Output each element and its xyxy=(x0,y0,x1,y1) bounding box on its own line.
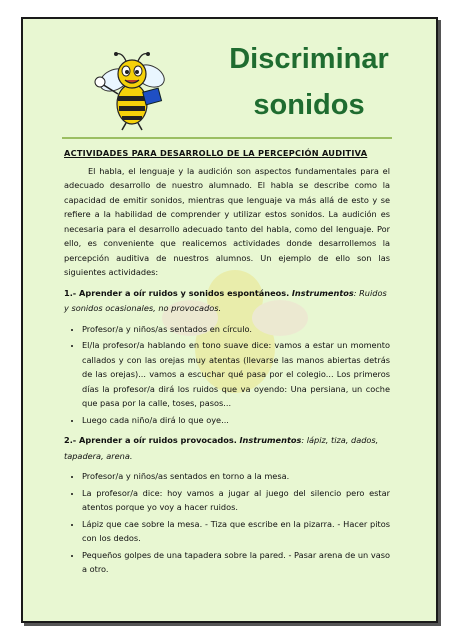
section-2-heading: 2.- Aprender a oír ruidos provocados. xyxy=(64,435,237,445)
title-line-1: Discriminar xyxy=(229,43,389,75)
section-2-list xyxy=(64,469,390,577)
section-1-label: Instrumentos xyxy=(291,287,354,298)
intro-paragraph: El habla, el lenguaje y la audición son aspectos fundamentales para el adecuado desarrollo de nuestro alumnado. El habla se describe como la capacidad de emitir sonidos, mientras que lenguaje va más allá de esto y se refiere a la habilidad de comprender y utilizar estos sonidos. La audición es necesaria para el desarrollo adecuado tanto del habla, como del lenguaje. Por ello, es conveniente que realicemos actividades donde desarrollemos la percepción auditiva de nuestros alumnos. Un ejemplo de ello son las siguientes actividades: xyxy=(64,165,390,277)
section-1-list xyxy=(64,322,390,428)
list-item: • Profesor/a y niños/as sentados en círculo. xyxy=(82,322,390,337)
list-item: • El/la profesor/a hablando en tono suave dice: vamos a estar un momento callados y con las orejas muy atentas (llevarse las manos abiertas detrás de las orejas)... vamos a escuchar qué pasa por el colegio... Los primeros días la profesor/a dirá los ruidos que va oyendo: Una persiana, un coche que pasa por la calle, toses, pasos... xyxy=(82,338,390,411)
section-1-heading: 1.- Aprender a oír ruidos y sonidos espontáneos. xyxy=(64,287,290,298)
list-item: • Pequeños golpes de una tapadera sobre la pared. - Pasar arena de un vaso a otro. xyxy=(82,548,390,577)
section-2-label: Instrumentos xyxy=(239,435,302,445)
section-heading: ACTIVIDADES PARA DESARROLLO DE LA PERCEPCIÓN AUDITIVA xyxy=(64,148,368,158)
page-title xyxy=(200,36,418,128)
list-item: • Lápiz que cae sobre la mesa. - Tiza que escribe en la pizarra. - Hacer pitos con los dedos. xyxy=(82,517,390,546)
list-item: • La profesor/a dice: hoy vamos a jugar al juego del silencio pero estar atentos porque yo voy a hacer ruidos. xyxy=(82,486,390,515)
section-1-instruments: : Ruidos y sonidos ocasionales, no provocados. xyxy=(64,287,387,313)
list-item: • Luego cada niño/a dirá lo que oye... xyxy=(82,413,390,428)
list-item: • Profesor/a y niños/as sentados en torno a la mesa. xyxy=(82,469,390,484)
divider xyxy=(62,137,392,139)
bee-mascot-icon xyxy=(92,50,172,132)
title-line-2: sonidos xyxy=(253,89,365,121)
content xyxy=(64,146,390,579)
section-2-instruments: : lápiz, tiza, dados, tapadera, arena. xyxy=(64,435,379,461)
section-1-title xyxy=(64,286,390,317)
section-2-title xyxy=(64,433,390,464)
